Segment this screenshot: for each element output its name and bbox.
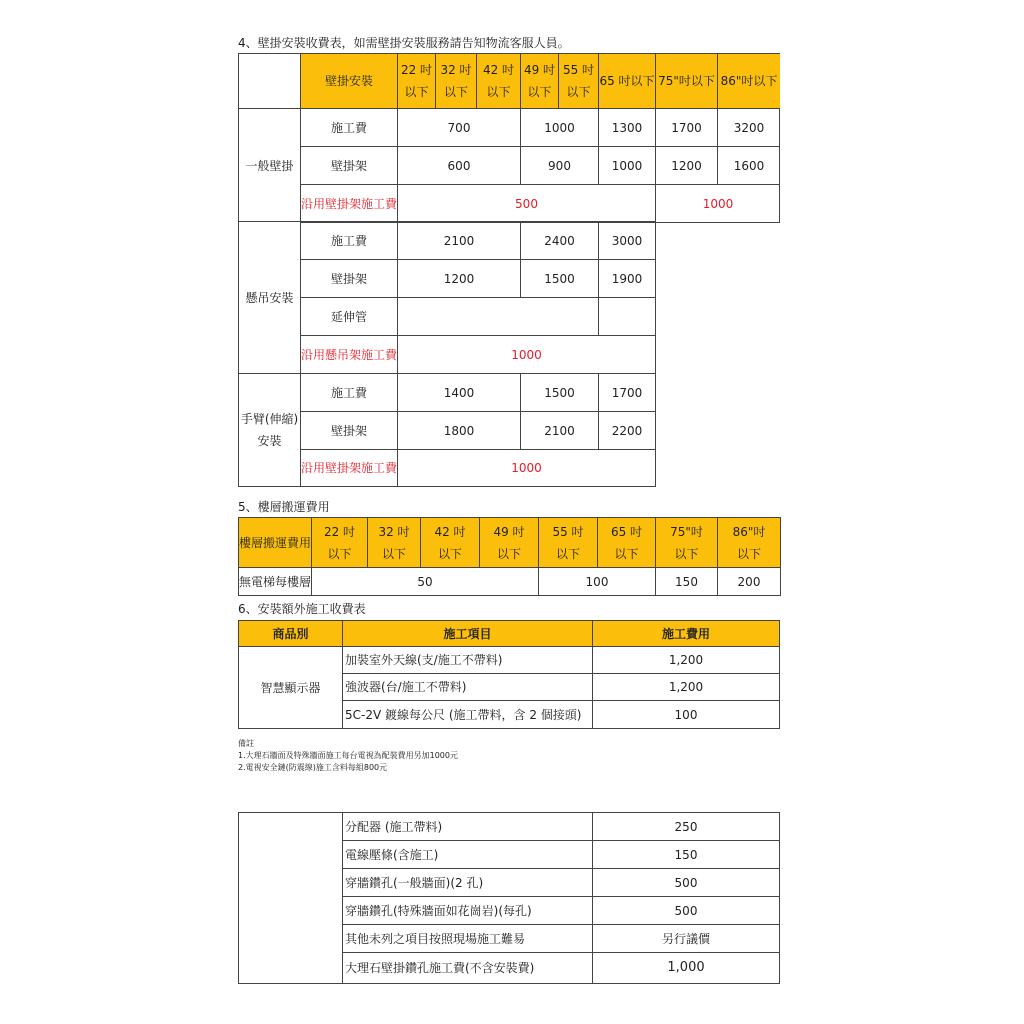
extra-fee: 另行議價 (593, 925, 779, 953)
general-reuse-label: 沿用壁掛架施工費 (301, 185, 398, 223)
general-bracket-value: 1200 (656, 147, 718, 185)
arm-labor-value: 1500 (521, 374, 599, 412)
floor-row-value: 150 (656, 568, 718, 595)
floor-header-size-49: 49 吋 以下 (480, 518, 539, 568)
arm-reuse-value: 1000 (511, 461, 542, 475)
general-bracket-value: 600 (398, 147, 521, 185)
header-size-32: 32 吋 以下 (436, 54, 477, 109)
group-arm-mount: 手臂(伸縮) 安裝 (239, 374, 301, 486)
section4-title: 4、壁掛安裝收費表，如需壁掛安裝服務請告知物流客服人員。 (238, 36, 570, 50)
ceiling-labor-value: 2100 (398, 222, 521, 260)
general-bracket-value: 900 (521, 147, 599, 185)
arm-bracket-value: 2200 (599, 412, 655, 450)
floor-header-size-32: 32 吋 以下 (368, 518, 421, 568)
ceiling-labor-value: 2400 (521, 222, 599, 260)
ceiling-arm-fee-table (238, 221, 656, 487)
header-size-49: 49 吋 以下 (521, 54, 559, 109)
arm-labor-value: 1700 (599, 374, 655, 412)
arm-bracket-value: 1800 (398, 412, 521, 450)
floor-header-size-65: 65 吋 以下 (598, 518, 656, 568)
group-ceiling-mount: 懸吊安裝 (239, 222, 301, 374)
general-reuse-value: 1000 (656, 185, 780, 223)
arm-labor-label: 施工費 (301, 374, 398, 412)
extra-work-fee-table (238, 620, 780, 729)
header-work-item: 施工項目 (343, 621, 593, 647)
floor-carry-fee-table (238, 517, 781, 596)
extra-item: 大理石壁掛鑽孔施工費(不含安裝費) (343, 953, 593, 983)
work-fee: 1,200 (593, 647, 779, 674)
ceiling-extension-label: 延伸管 (301, 298, 398, 336)
floor-header-size-42: 42 吋 以下 (421, 518, 480, 568)
note-line: 1.大理石牆面及特殊牆面施工每台電視為配裝費用另加1000元 (238, 751, 458, 760)
extra-empty-product-cell (239, 813, 343, 983)
notes-title: 備註 (238, 739, 254, 748)
floor-row-value: 100 (539, 568, 656, 595)
general-labor-value: 1000 (521, 109, 599, 147)
floor-header-size-75: 75"吋 以下 (656, 518, 718, 568)
header-work-fee: 施工費用 (593, 621, 779, 647)
floor-header-size-22: 22 吋 以下 (312, 518, 368, 568)
extra-fee: 500 (593, 869, 779, 897)
extra-item: 分配器 (施工帶料) (343, 813, 593, 841)
floor-row-value: 50 (312, 568, 539, 595)
header-size-65: 65 吋以下 (599, 54, 656, 109)
floor-header-size-55: 55 吋 以下 (539, 518, 598, 568)
note-line: 2.電視安全鏈(防震線)施工含料每組800元 (238, 763, 388, 772)
floor-carry-header-label: 樓層搬運費用 (239, 518, 312, 568)
extra-item: 電線壓條(含施工) (343, 841, 593, 869)
general-labor-value: 3200 (718, 109, 780, 147)
group-general-wall-mount: 一般壁掛 (239, 109, 301, 222)
arm-reuse-label: 沿用壁掛架施工費 (301, 450, 398, 486)
ceiling-extension-value (599, 298, 655, 336)
ceiling-labor-label: 施工費 (301, 222, 398, 260)
extra-item: 穿牆鑽孔(特殊牆面如花崗岩)(每孔) (343, 897, 593, 925)
floor-row-label: 無電梯每樓層 (239, 568, 312, 595)
ceiling-reuse-value: 1000 (398, 336, 655, 374)
general-reuse-value: 500 (398, 185, 656, 223)
arm-bracket-label: 壁掛架 (301, 412, 398, 450)
extra-fee: 250 (593, 813, 779, 841)
work-fee: 1,200 (593, 674, 779, 701)
general-labor-value: 1300 (599, 109, 656, 147)
extra-item: 其他未列之項目按照現場施工難易 (343, 925, 593, 953)
general-labor-value: 700 (398, 109, 521, 147)
ceiling-labor-value: 3000 (599, 222, 655, 260)
general-bracket-value: 1600 (718, 147, 780, 185)
ceiling-extension-value (398, 298, 599, 336)
ceiling-bracket-value: 1200 (398, 260, 521, 298)
ceiling-bracket-value: 1500 (521, 260, 599, 298)
extra-item: 穿牆鑽孔(一般牆面)(2 孔) (343, 869, 593, 897)
general-labor-label: 施工費 (301, 109, 398, 147)
general-bracket-label: 壁掛架 (301, 147, 398, 185)
floor-row-value: 200 (737, 574, 761, 589)
extra-fee: 150 (593, 841, 779, 869)
product-smart-display: 智慧顯示器 (239, 647, 343, 728)
section6-title: 6、安裝額外施工收費表 (238, 602, 366, 616)
general-labor-value: 1700 (656, 109, 718, 147)
general-bracket-value: 1000 (599, 147, 656, 185)
ceiling-bracket-label: 壁掛架 (301, 260, 398, 298)
header-product: 商品別 (239, 621, 343, 647)
ceiling-bracket-value: 1900 (599, 260, 655, 298)
header-size-86: 86"吋以下 (718, 54, 780, 109)
extra-fee: 1,000 (667, 960, 705, 975)
work-item: 5C-2V 鍍線每公尺 (施工帶料，含 2 個接頭) (343, 701, 593, 728)
work-item: 加裝室外天線(支/施工不帶料) (343, 647, 593, 674)
work-item: 強波器(台/施工不帶料) (343, 674, 593, 701)
floor-header-size-86: 86"吋 以下 (718, 518, 780, 568)
extra-fee: 500 (593, 897, 779, 925)
header-size-55: 55 吋 以下 (559, 54, 599, 109)
arm-labor-value: 1400 (398, 374, 521, 412)
header-size-42: 42 吋 以下 (477, 54, 521, 109)
wall-mount-fee-table (238, 53, 780, 222)
header-item: 壁掛安裝 (301, 54, 398, 109)
header-size-75: 75"吋以下 (656, 54, 718, 109)
header-empty-cell (239, 54, 301, 109)
ceiling-reuse-label: 沿用懸吊架施工費 (301, 336, 398, 374)
work-fee: 100 (674, 707, 698, 722)
header-size-22: 22 吋 以下 (398, 54, 436, 109)
section5-title: 5、樓層搬運費用 (238, 500, 330, 514)
arm-bracket-value: 2100 (521, 412, 599, 450)
extra-items-table (238, 812, 780, 984)
